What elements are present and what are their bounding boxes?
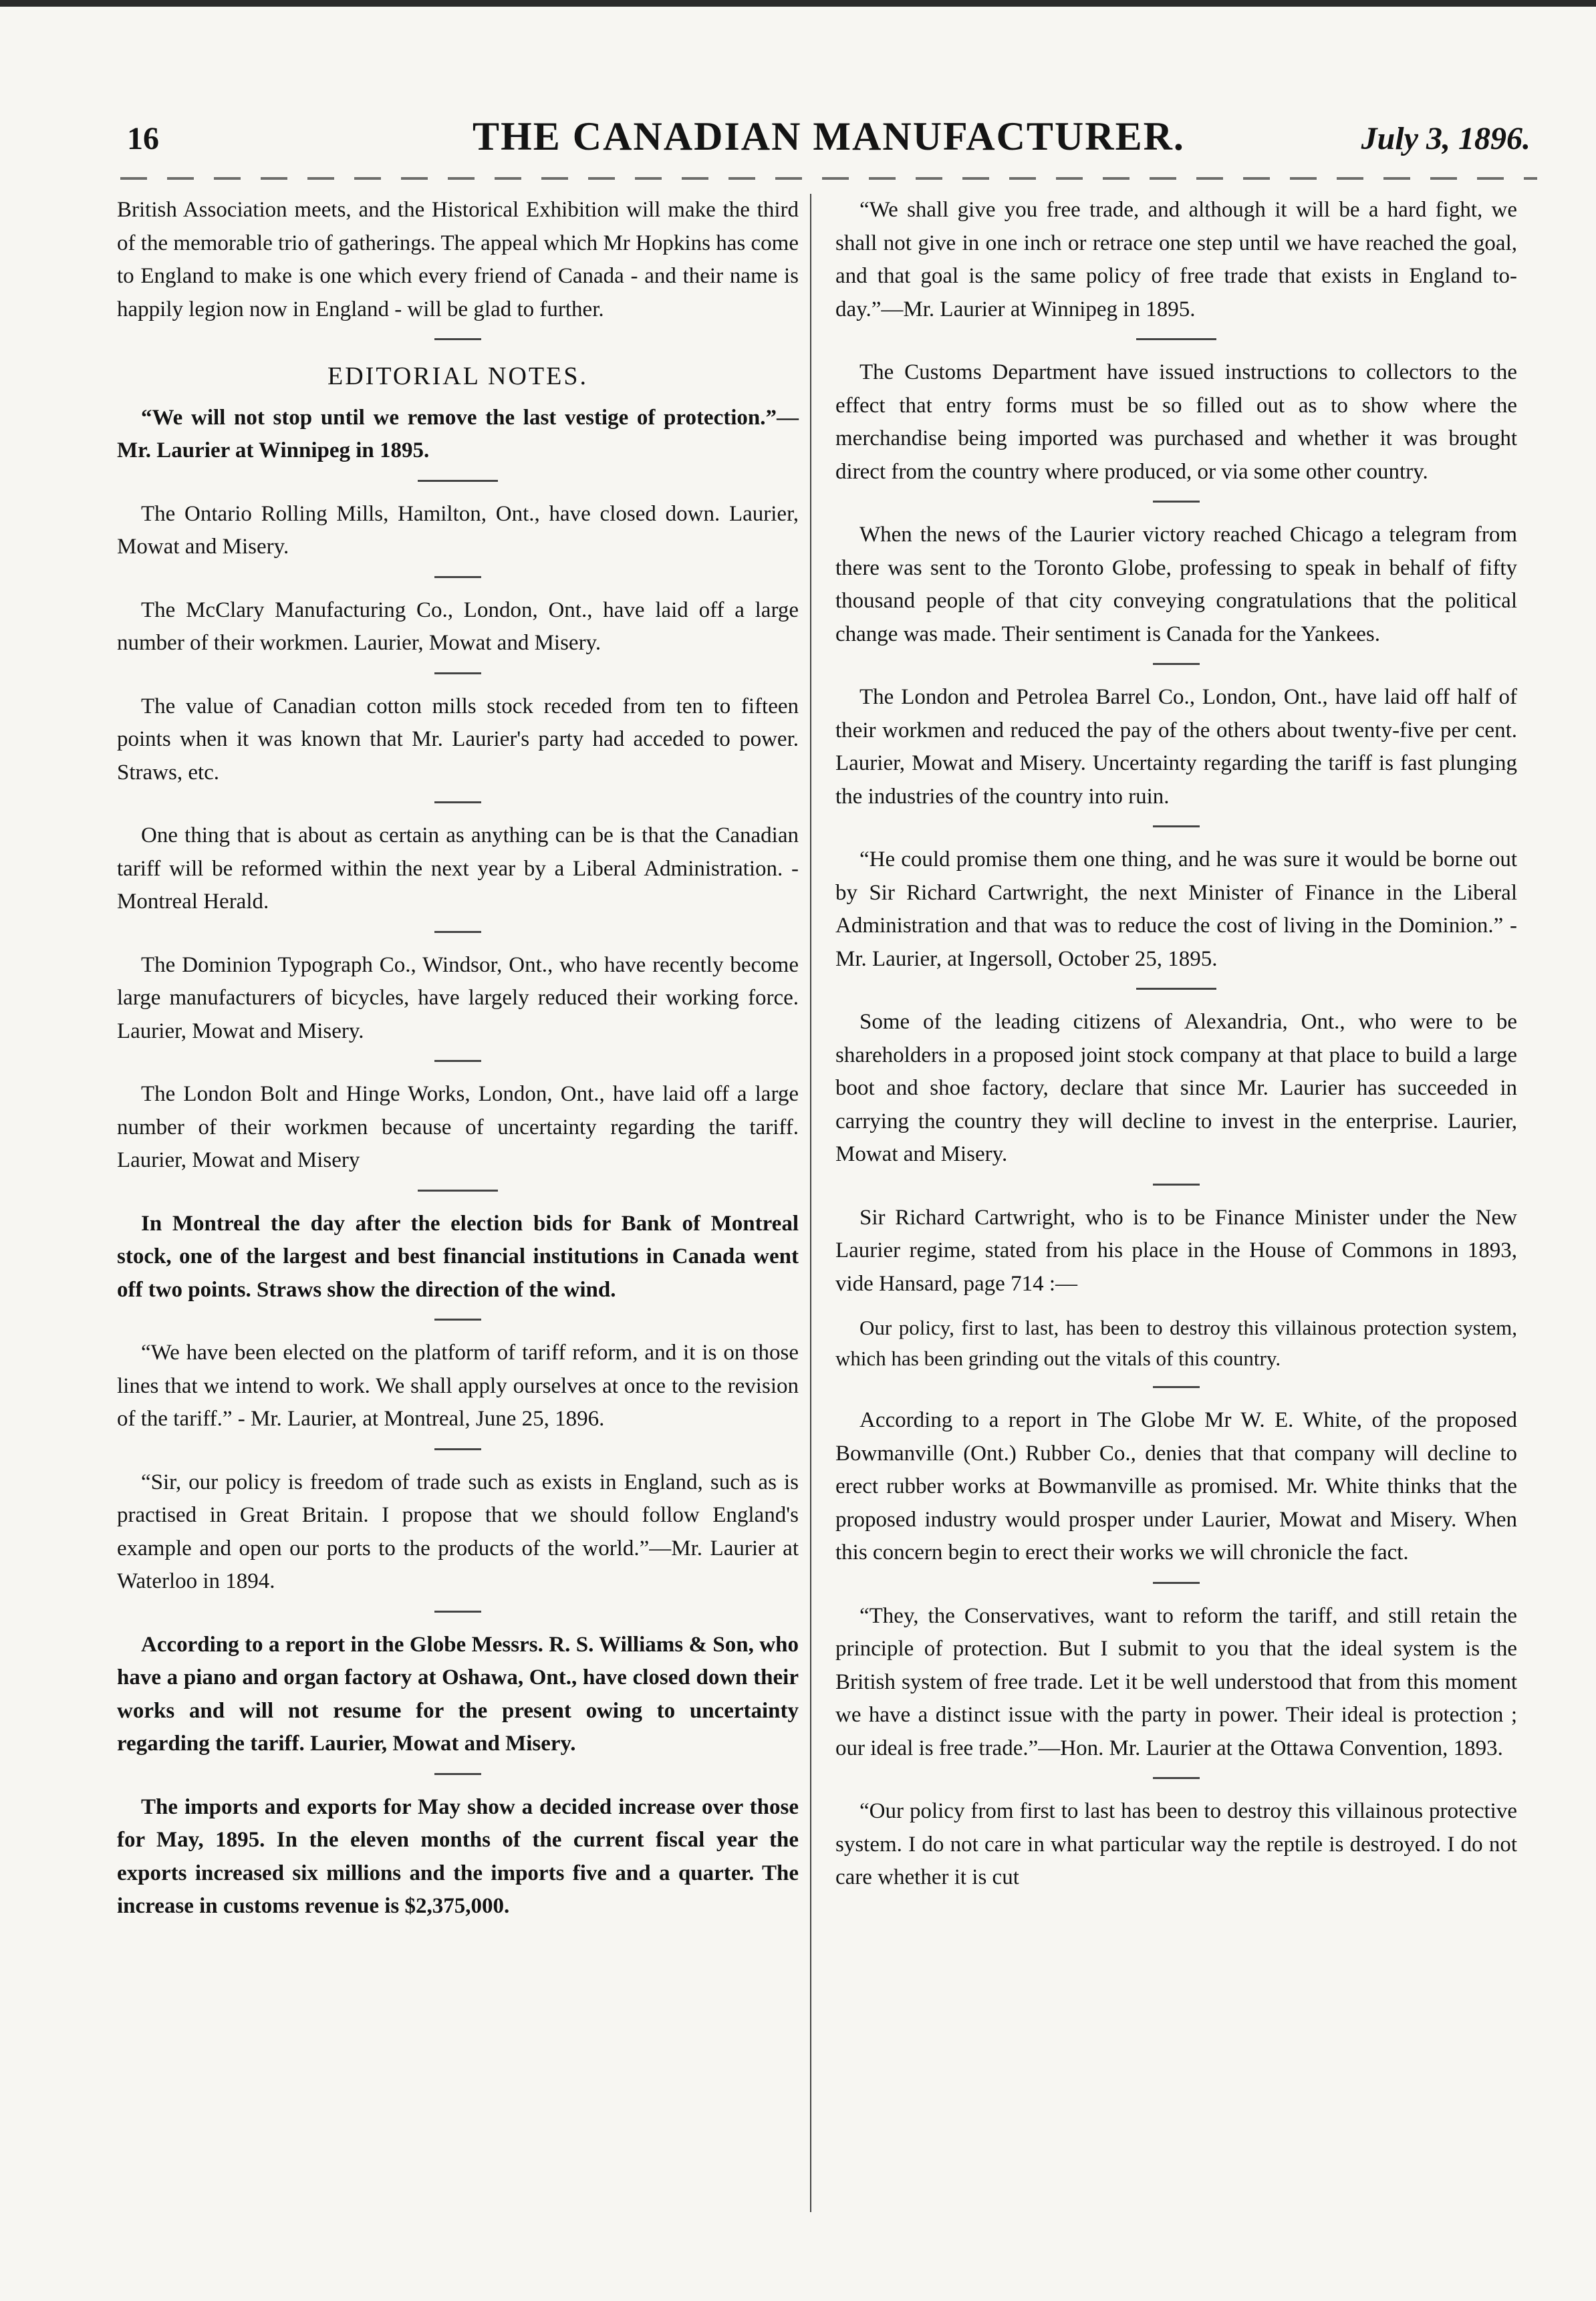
separator: [1153, 663, 1200, 665]
separator: [434, 672, 481, 674]
article-item: When the news of the Laurier victory reached Chicago a telegram from there was sent to the Toronto Globe, professing to speak in behalf of fifty thousand people of that city conveying congratulations that the political change was made. Their sentiment is Canada for the Yankees.: [835, 523, 1517, 646]
quoted-passage: Our policy, first to last, has been to destroy this villainous protection system, which has been grinding out the vitals of this country.: [835, 1316, 1517, 1370]
separator: [434, 1773, 481, 1775]
page-number: 16: [127, 121, 159, 156]
separator: [434, 931, 481, 933]
header-rule: [120, 177, 1537, 180]
issue-date: July 3, 1896.: [1361, 121, 1531, 156]
article-item: The imports and exports for May show a decided increase over those for May, 1895. In the eleven months of the current fiscal year the exports increased six millions and the imports five and a quarter. The increase in customs revenue is $2,375,000.: [117, 1794, 799, 1918]
separator: [1153, 1582, 1200, 1584]
separator: [1153, 1184, 1200, 1186]
separator: [434, 1611, 481, 1613]
separator: [434, 1060, 481, 1062]
article-item: “We shall give you free trade, and although it will be a hard fight, we shall not give in one inch or retrace one step until we have reached the goal, and that goal is the same policy of free trade that exists in England to-day.”—Mr. Laurier at Winnipeg in 1895.: [835, 198, 1517, 321]
article-item: Some of the leading citizens of Alexandria, Ont., who were to be shareholders in a proposed joint stock company at that place to build a large boot and shoe factory, declare that since Mr. Laurier has succeeded in carrying the country they will decline to invest in the enterprise. Laurier, Mowat and Misery.: [835, 1010, 1517, 1166]
article-item: “We have been elected on the platform of tariff reform, and it is on those lines that we intend to work. We shall apply ourselves at once to the revision of the tariff.” - Mr. Laurier, at Montreal, June 25, 1896.: [117, 1341, 799, 1431]
separator: [434, 1319, 481, 1321]
article-item: The Dominion Typograph Co., Windsor, Ont., who have recently become large manufacturers of bicycles, have largely reduced their working force. Laurier, Mowat and Misery.: [117, 952, 799, 1043]
separator: [1153, 1386, 1200, 1388]
article-item: The Customs Department have issued instructions to collectors to the effect that entry forms must be so filled out as to show where the merchandise being imported was purchased and whether it was brought direct from the country where produced, or via some other country.: [835, 360, 1517, 484]
right-column: [835, 194, 1517, 1907]
article-item: The London and Petrolea Barrel Co., London, Ont., have laid off half of their workmen and reduced the pay of the others about twenty-five per cent. Laurier, Mowat and Misery. Uncertainty regarding the tariff is fast plunging the industries of the country into ruin.: [835, 685, 1517, 809]
article-item: The Ontario Rolling Mills, Hamilton, Ont., have closed down. Laurier, Mowat and Misery.: [117, 501, 799, 559]
separator: [1153, 501, 1200, 503]
article-item: According to a report in the Globe Messrs. R. S. Williams & Son, who have a piano and organ factory at Oshawa, Ont., have closed down their works and will not resume for the present owing to uncertainty regarding the tariff. Laurier, Mowat and Misery.: [117, 1632, 799, 1756]
article-item: “We will not stop until we remove the last vestige of protection.”—Mr. Laurier at Winnipeg in 1895.: [117, 405, 799, 462]
article-item: Sir Richard Cartwright, who is to be Finance Minister under the New Laurier regime, stated from his place in the House of Commons in 1893, vide Hansard, page 714 :—: [835, 1205, 1517, 1296]
article-item: “Our policy from first to last has been to destroy this villainous protective system. I do not care in what particular way the reptile is destroyed. I do not care whether it is cut: [835, 1799, 1517, 1889]
article-item: The value of Canadian cotton mills stock receded from ten to fifteen points when it was known that Mr. Laurier's party had acceded to power. Straws, etc.: [117, 694, 799, 785]
article-item: In Montreal the day after the election bids for Bank of Montreal stock, one of the largest and best financial institutions in Canada went off two points. Straws show the direction of the wind.: [117, 1211, 799, 1302]
article-item: According to a report in The Globe Mr W. E. White, of the proposed Bowmanville (Ont.) Rubber Co., denies that that company will decline to erect rubber works at Bowmanville as promised. Mr. White thinks that the proposed industry would prosper under Laurier, Mowat and Misery. When this concern begin to erect their works we will chronicle the fact.: [835, 1408, 1517, 1565]
separator: [434, 576, 481, 578]
article-item: “Sir, our policy is freedom of trade such as exists in England, such as is practised in Great Britain. I propose that we should follow England's example and open our ports to the products of the world.”—Mr. Laurier at Waterloo in 1894.: [117, 1470, 799, 1593]
section-heading: EDITORIAL NOTES.: [327, 362, 588, 390]
article-item: The McClary Manufacturing Co., London, Ont., have laid off a large number of their workmen. Laurier, Mowat and Misery.: [117, 597, 799, 655]
separator: [1136, 338, 1216, 340]
separator: [434, 1448, 481, 1450]
left-column: [117, 194, 799, 1935]
top-border: [0, 0, 1596, 7]
article-item: One thing that is about as certain as anything can be is that the Canadian tariff will be reformed within the next year by a Liberal Administration. - Montreal Herald.: [117, 823, 799, 914]
separator: [434, 801, 481, 803]
separator: [434, 338, 481, 340]
intro-paragraph: British Association meets, and the Historical Exhibition will make the third of the memorable trio of gatherings. The appeal which Mr Hopkins has come to England to make is one which every friend of Canada - and their name is happily legion now in England - will be glad to further.: [117, 198, 799, 321]
article-item: “He could promise them one thing, and he was sure it would be borne out by Sir Richard Cartwright, the next Minister of Finance in the Liberal Administration and that was to reduce the cost of living in the Dominion.” - Mr. Laurier, at Ingersoll, October 25, 1895.: [835, 847, 1517, 971]
separator: [418, 1190, 498, 1192]
article-item: The London Bolt and Hinge Works, London, Ont., have laid off a large number of their workmen because of uncertainty regarding the tariff. Laurier, Mowat and Misery: [117, 1082, 799, 1172]
separator: [1153, 1777, 1200, 1779]
column-divider: [810, 194, 811, 2212]
separator: [418, 480, 498, 482]
separator: [1136, 988, 1216, 990]
masthead-title: THE CANADIAN MANUFACTURER.: [473, 114, 1185, 158]
article-item: “They, the Conservatives, want to reform the tariff, and still retain the principle of protection. But I submit to you that the ideal system is the British system of free trade. Let it be well understood that from this moment we have a distinct issue with the party in power. Their ideal is protection ; our ideal is free trade.”—Hon. Mr. Laurier at the Ottawa Convention, 1893.: [835, 1603, 1517, 1760]
page-header: [120, 114, 1537, 167]
separator: [1153, 825, 1200, 827]
